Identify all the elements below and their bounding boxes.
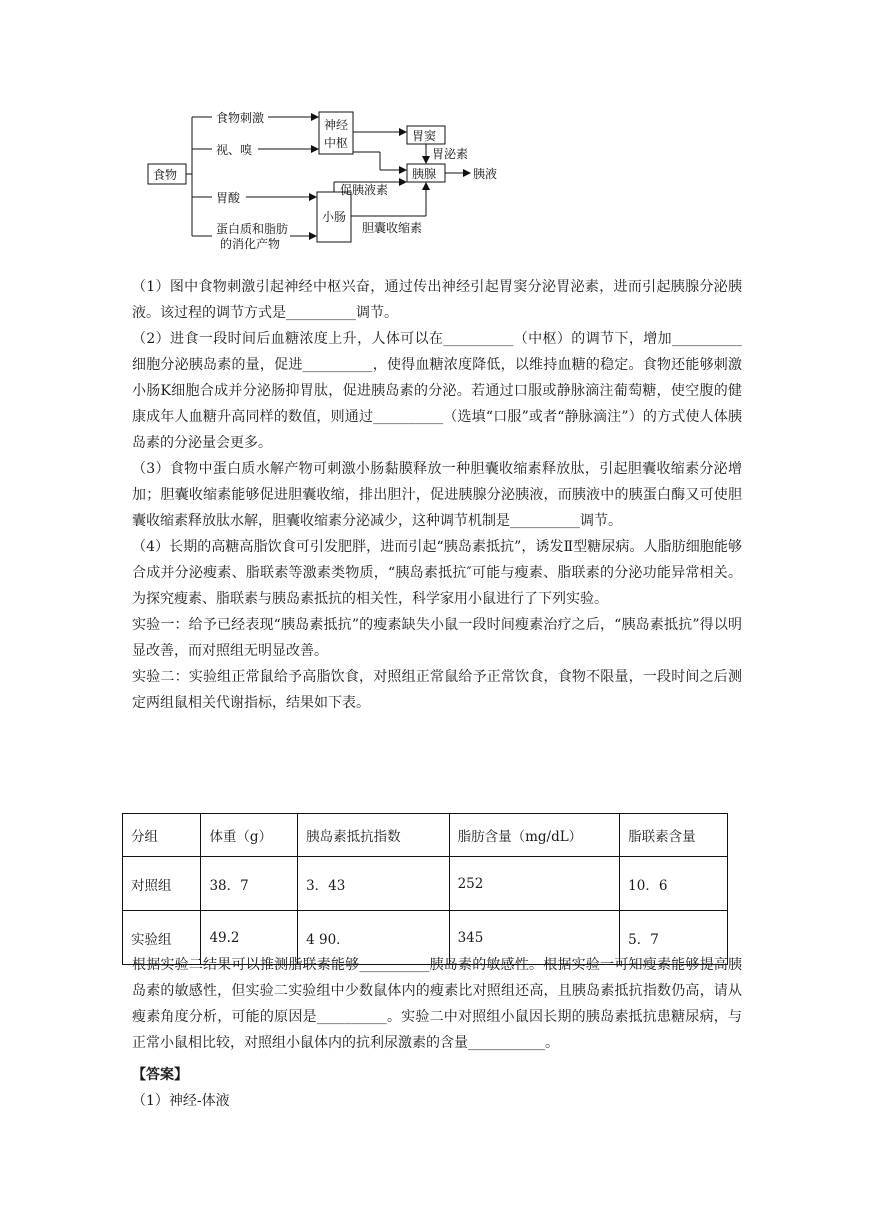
- table-cell: 252: [449, 857, 620, 911]
- diagram-antrum: 胃窦: [412, 129, 437, 143]
- table-cell: 49.2: [201, 911, 298, 965]
- diagram-food: 食物: [153, 168, 178, 182]
- table-cell: 5．7: [620, 911, 728, 965]
- table-cell: 345: [449, 911, 620, 965]
- table-header-row: [123, 814, 728, 857]
- diagram-secretin: 促胰液素: [340, 183, 389, 197]
- table-cell: 实验组: [123, 911, 201, 965]
- answer-heading: 【答案】: [132, 1067, 188, 1083]
- diagram-protein-fat-2: 的消化产物: [220, 237, 281, 251]
- diagram-food-stim: 食物刺激: [216, 111, 265, 125]
- table-header-cell: 分组: [123, 814, 201, 857]
- table-header-cell: 体重（g）: [201, 814, 298, 857]
- table-cell: 对照组: [123, 857, 201, 911]
- experiment-2: 实验二：实验组正常鼠给予高脂饮食，对照组正常鼠给予正常饮食，食物不限量，一段时间之后测定两组鼠相关代谢指标，结果如下表。: [132, 669, 742, 711]
- question-2: （2）进食一段时间后血糖浓度上升，人体可以在__________（中枢）的调节下，增加__________细胞分泌胰岛素的量，促进__________，使得血糖浓度降低，以维持血糖的稳定。食物还能够刺激小肠K细胞合成并分泌肠抑胃肽，促进胰岛素的分泌。若通过口服或静脉滴注葡萄糖，使空腹的健康成年人血糖升高同样的数值，则通过__________（选填“口服”或者“静脉滴注”）的方式使人体胰岛素的分泌量会更多。: [132, 331, 742, 451]
- after-table-block: [132, 952, 742, 1114]
- diagram-gastrin: 胃泌素: [432, 147, 469, 161]
- diagram-nerve-center-2: 中枢: [324, 136, 349, 150]
- question-4: （4）长期的高糖高脂饮食可引发肥胖，进而引起“胰岛素抵抗”，诱发Ⅱ型糖尿病。人脂肪细胞能够合成并分泌瘦素、脂联素等激素类物质，“胰岛素抵抗″可能与瘦素、脂联素的分泌功能异常相关。为探究瘦素、脂联素与胰岛素抵抗的相关性，科学家用小鼠进行了下列实验。: [132, 539, 742, 607]
- results-table: [122, 813, 728, 965]
- question-1: （1）图中食物刺激引起神经中枢兴奋，通过传出神经引起胃窦分泌胃泌素，进而引起胰腺分泌胰液。该过程的调节方式是__________调节。: [132, 279, 742, 321]
- table-cell: 4 90．: [298, 911, 449, 965]
- table-cell: 3．43: [298, 857, 449, 911]
- diagram-gastric-acid: 胃酸: [216, 191, 241, 205]
- table-header-cell: 脂肪含量（mg/dL）: [449, 814, 620, 857]
- table-cell: 10．6: [620, 857, 728, 911]
- regulation-diagram: [140, 100, 540, 260]
- answer-1: （1）神经-体液: [132, 1093, 230, 1109]
- diagram-pancreas: 胰腺: [412, 167, 437, 181]
- diagram-sight-smell: 视、嗅: [216, 143, 253, 157]
- experiment-1: 实验一：给予已经表现“胰岛素抵抗”的瘦素缺失小鼠一段时间瘦素治疗之后，“胰岛素抵抗”得以明显改善，而对照组无明显改善。: [132, 617, 742, 659]
- table-cell: 38．7: [201, 857, 298, 911]
- diagram-protein-fat-1: 蛋白质和脂肪: [216, 222, 289, 236]
- diagram-nerve-center-1: 神经: [324, 118, 349, 132]
- diagram-cck: 胆囊收缩素: [362, 221, 423, 235]
- diagram-pancreatic-juice: 胰液: [473, 167, 498, 181]
- table-header-cell: 胰岛素抵抗指数: [298, 814, 449, 857]
- question-3: （3）食物中蛋白质水解产物可刺激小肠黏膜释放一种胆囊收缩素释放肽，引起胆囊收缩素分泌增加；胆囊收缩素能够促进胆囊收缩，排出胆汁，促进胰腺分泌胰液，而胰液中的胰蛋白酶又可使胆囊收缩素释放肽水解，胆囊收缩素分泌减少，这种调节机制是__________调节。: [132, 461, 742, 529]
- table-row: [123, 857, 728, 911]
- diagram-small-intestine: 小肠: [322, 210, 347, 224]
- table-header-cell: 脂联素含量: [620, 814, 728, 857]
- questions-block: [132, 274, 742, 716]
- after-table-text: 根据实验二结果可以推测脂联素能够__________胰岛素的敏感性。根据实验一可知瘦素能够提高胰岛素的敏感性，但实验二实验组中少数鼠体内的瘦素比对照组还高，且胰岛素抵抗指数仍高，请从瘦素角度分析，可能的原因是__________。实验二中对照组小鼠因长期的胰岛素抵抗患糖尿病，与正常小鼠相比较，对照组小鼠体内的抗利尿激素的含量___________。: [132, 957, 742, 1051]
